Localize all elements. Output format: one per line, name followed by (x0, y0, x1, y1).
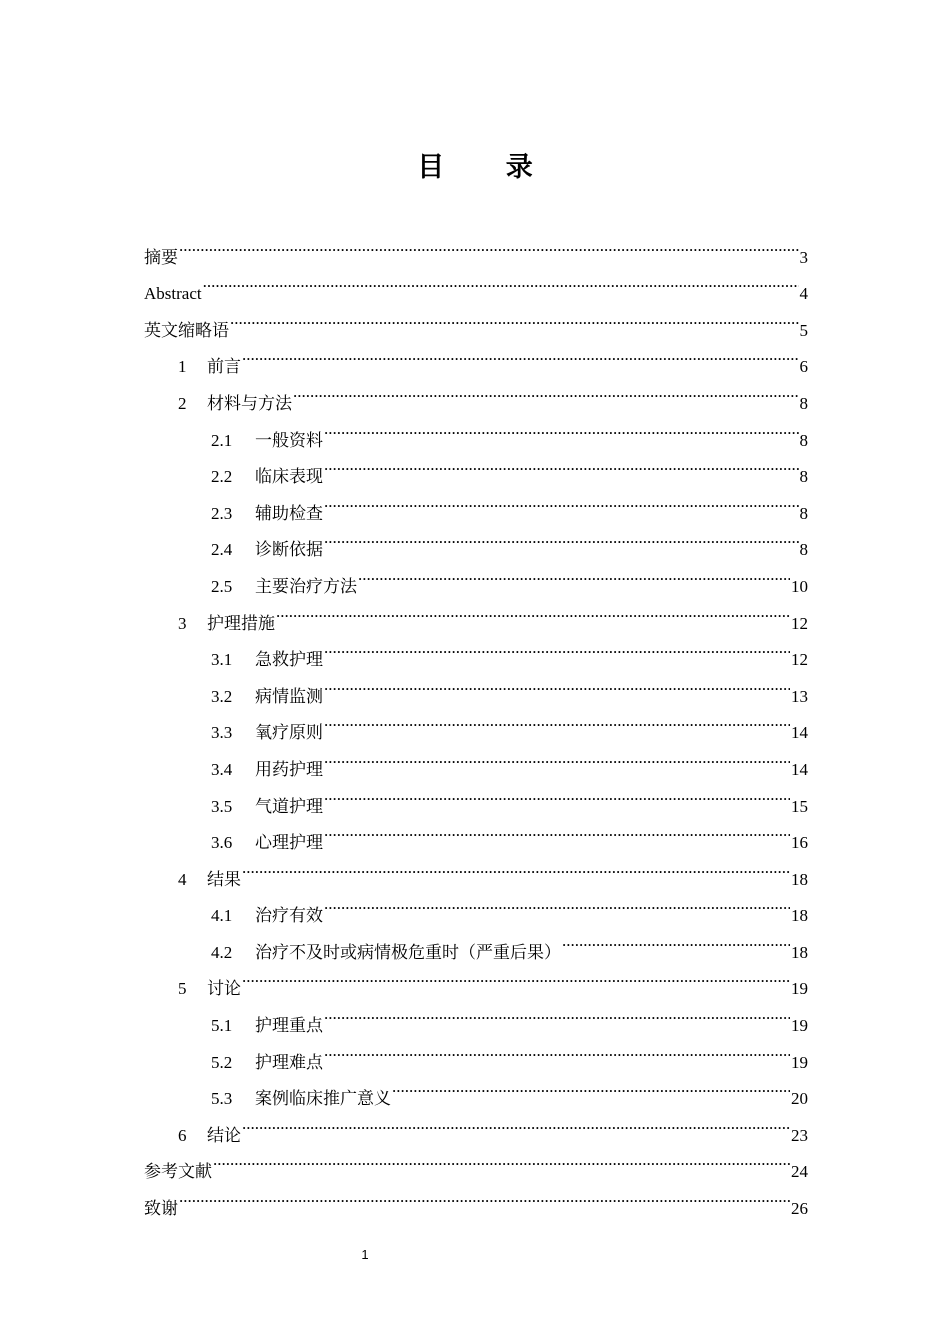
toc-entry-number: 2.5 (211, 576, 233, 596)
toc-entry-number: 5 (178, 979, 187, 999)
toc-dot-leader (324, 702, 790, 739)
toc-dot-leader (358, 555, 790, 592)
toc-entry-label: 护理重点 (255, 1016, 323, 1036)
toc-entry-page: 19 (791, 1052, 808, 1072)
toc-entry-page: 18 (791, 869, 808, 889)
toc-dot-leader (324, 665, 790, 702)
toc-entry-number: 5.1 (211, 1016, 233, 1036)
toc-dot-leader (324, 738, 790, 775)
toc-entry-page: 14 (791, 723, 808, 743)
toc-entry-label: 临床表现 (255, 467, 323, 487)
toc-entry-label: 病情监测 (255, 686, 323, 706)
toc-entry-page: 8 (799, 540, 808, 560)
toc-entry-number: 4.2 (211, 942, 233, 962)
toc-dot-leader (230, 299, 799, 336)
toc-entry-page: 15 (791, 796, 808, 816)
toc-entry-number: 6 (178, 1125, 187, 1145)
toc-dot-leader (324, 812, 790, 849)
toc-entry[interactable] (144, 263, 808, 304)
toc-entry-number: 2.2 (211, 467, 233, 487)
toc-entry-number: 4 (178, 869, 187, 889)
toc-entry-number: 2 (178, 393, 187, 413)
toc-entry-page: 20 (791, 1089, 808, 1109)
toc-entry-page: 8 (799, 467, 808, 487)
toc-entry-page: 13 (791, 686, 808, 706)
toc-dot-leader (293, 372, 799, 409)
toc-entry-number: 3.5 (211, 796, 233, 816)
toc-entry-page: 16 (791, 833, 808, 853)
toc-entry[interactable] (144, 1177, 808, 1219)
toc-dot-leader (213, 1141, 790, 1178)
toc-entry-page: 8 (799, 503, 808, 523)
toc-dot-leader (179, 226, 799, 263)
toc-entry-label: 主要治疗方法 (255, 576, 357, 596)
toc-entry-label: 治疗不及时或病情极危重时（严重后果） (255, 942, 561, 962)
toc-entry-label: Abstract (144, 284, 202, 304)
toc-dot-leader (324, 994, 790, 1031)
toc-entry-label: 讨论 (207, 979, 241, 999)
toc-entry[interactable] (144, 336, 808, 377)
toc-dot-leader (276, 592, 790, 629)
toc-entry-label: 心理护理 (255, 833, 323, 853)
toc-entry[interactable] (144, 372, 808, 413)
toc-entry-number: 4.1 (211, 906, 233, 926)
toc-entry-label: 急救护理 (255, 650, 323, 670)
toc-entry-page: 3 (799, 247, 808, 267)
toc-entry-number: 2.3 (211, 503, 233, 523)
toc-dot-leader (324, 775, 790, 812)
toc-entry-number: 2.1 (211, 430, 233, 450)
toc-entry[interactable] (144, 885, 808, 926)
toc-dot-leader (203, 263, 799, 300)
toc-entry-number: 3.1 (211, 650, 233, 670)
toc-entry-page: 23 (791, 1125, 808, 1145)
toc-entry-page: 10 (791, 576, 808, 596)
toc-entry[interactable] (144, 1104, 808, 1145)
toc-entry-label: 治疗有效 (255, 906, 323, 926)
toc-entry-label: 诊断依据 (255, 540, 323, 560)
toc-entry-number: 5.3 (211, 1089, 233, 1109)
toc-entry-page: 14 (791, 759, 808, 779)
toc-dot-leader (324, 519, 799, 556)
table-of-contents (144, 226, 808, 1219)
toc-entry-page: 8 (799, 430, 808, 450)
toc-dot-leader (324, 629, 790, 666)
toc-entry-number: 3.2 (211, 686, 233, 706)
toc-entry-label: 结论 (207, 1125, 241, 1145)
toc-entry-page: 26 (791, 1199, 808, 1219)
toc-entry-page: 18 (791, 906, 808, 926)
page-title: 目 录 (417, 152, 559, 183)
toc-entry-label: 英文缩略语 (144, 320, 229, 340)
toc-entry-label: 辅助检查 (255, 503, 323, 523)
toc-entry-number: 2.4 (211, 540, 233, 560)
toc-dot-leader (242, 1104, 790, 1141)
toc-dot-leader (324, 885, 790, 922)
toc-entry-page: 19 (791, 979, 808, 999)
toc-entry-page: 6 (799, 357, 808, 377)
toc-entry-page: 18 (791, 942, 808, 962)
toc-entry-label: 一般资料 (255, 430, 323, 450)
toc-entry-label: 结果 (207, 869, 241, 889)
toc-entry-page: 8 (799, 393, 808, 413)
toc-dot-leader (324, 482, 799, 519)
toc-entry-page: 4 (799, 284, 808, 304)
toc-entry-page: 12 (791, 650, 808, 670)
toc-entry-number: 3 (178, 613, 187, 633)
toc-dot-leader (242, 336, 799, 373)
toc-entry-label: 摘要 (144, 247, 178, 267)
toc-dot-leader (242, 958, 790, 995)
toc-dot-leader (562, 921, 790, 958)
toc-entry[interactable] (144, 848, 808, 889)
toc-dot-leader (242, 848, 790, 885)
toc-entry[interactable] (144, 958, 808, 999)
toc-entry-page: 5 (799, 320, 808, 340)
toc-entry-number: 3.6 (211, 833, 233, 853)
toc-entry-page: 19 (791, 1016, 808, 1036)
toc-dot-leader (324, 446, 799, 483)
toc-entry[interactable] (144, 299, 808, 340)
toc-entry-label: 材料与方法 (207, 393, 292, 413)
toc-dot-leader (392, 1068, 790, 1105)
toc-entry-label: 参考文献 (144, 1162, 212, 1182)
toc-entry-page: 24 (791, 1162, 808, 1182)
toc-entry-number: 3.3 (211, 723, 233, 743)
toc-entry-label: 前言 (207, 357, 241, 377)
toc-dot-leader (324, 1031, 790, 1068)
toc-entry-label: 护理难点 (255, 1052, 323, 1072)
toc-entry-page: 12 (791, 613, 808, 633)
toc-entry-number: 3.4 (211, 759, 233, 779)
toc-entry-label: 气道护理 (255, 796, 323, 816)
toc-entry-number: 1 (178, 357, 187, 377)
toc-entry-label: 案例临床推广意义 (255, 1089, 391, 1109)
toc-entry[interactable] (144, 226, 808, 267)
toc-entry[interactable] (144, 994, 808, 1036)
toc-dot-leader (324, 409, 799, 446)
toc-entry-label: 护理措施 (207, 613, 275, 633)
toc-dot-leader (179, 1177, 790, 1214)
toc-entry-number: 5.2 (211, 1052, 233, 1072)
toc-entry[interactable] (144, 1141, 808, 1182)
toc-entry-label: 氧疗原则 (255, 723, 323, 743)
footer-page-number: 1 (361, 1247, 369, 1262)
toc-entry-label: 致谢 (144, 1199, 178, 1219)
toc-entry-label: 用药护理 (255, 759, 323, 779)
